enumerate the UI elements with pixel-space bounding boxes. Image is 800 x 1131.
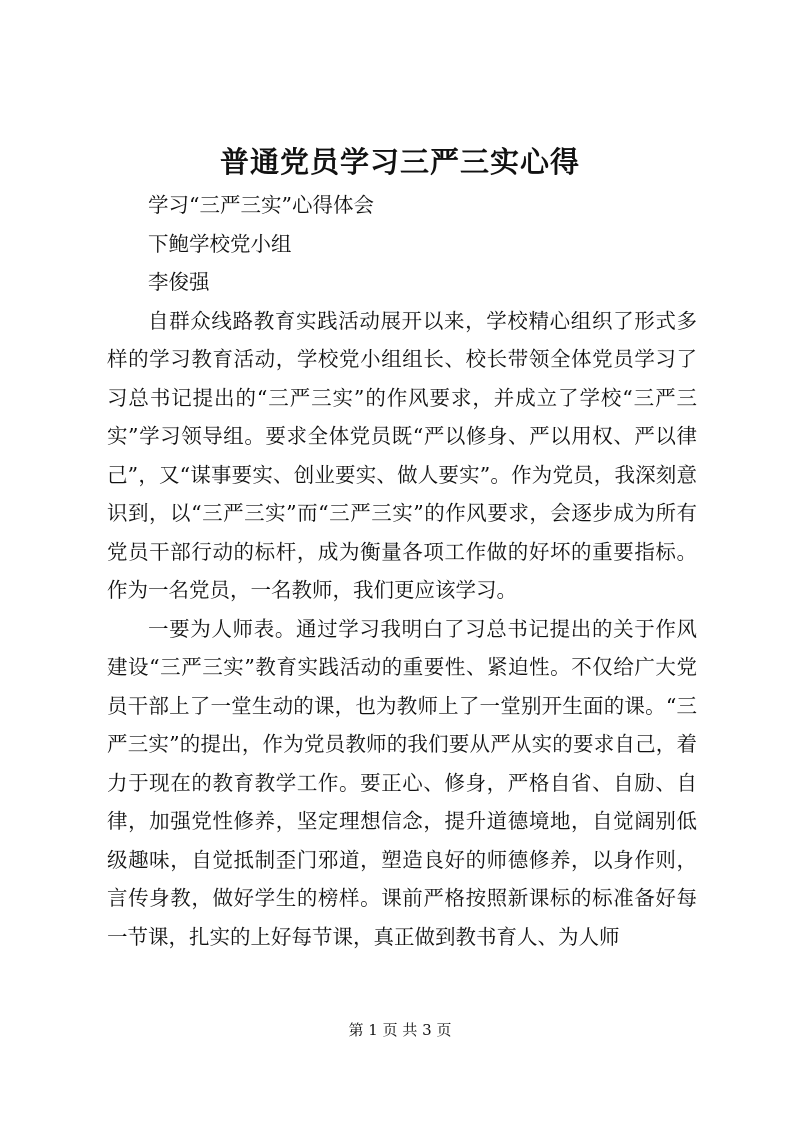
- body-paragraph-2: 一要为人师表。通过学习我明白了习总书记提出的关于作风建设“三严三实”教育实践活动的重要性、紧迫性。不仅给广大党员干部上了一堂生动的课，也为教师上了一堂别开生面的课。“三严三实”的提出，作为党员教师的我们要从严从实的要求自己，着力于现在的教育教学工作。要正心、修身，严格自省、自励、自律，加强党性修养，坚定理想信念，提升道德境地，自觉阔别低级趣味，自觉抵制歪门邪道，塑造良好的师德修养，以身作则，言传身教，做好学生的榜样。课前严格按照新课标的标准备好每一节课，扎实的上好每节课，真正做到教书育人、为人师: [107, 616, 697, 949]
- page-footer: 第 1 页 共 3 页: [348, 1021, 452, 1039]
- subtitle-line: 学习“三严三实”心得体会: [148, 193, 374, 217]
- organization-line: 下鲍学校党小组: [148, 231, 292, 256]
- document-body: [107, 186, 697, 956]
- document-title: 普通党员学习三严三实心得: [219, 145, 580, 179]
- body-paragraph-1: 自群众线路教育实践活动展开以来，学校精心组织了形式多样的学习教育活动，学校党小组组长、校长带领全体党员学习了习总书记提出的“三严三实”的作风要求，并成立了学校“三严三实”学习领导组。要求全体党员既“严以修身、严以用权、严以律己”，又“谋事要实、创业要实、做人要实”。作为党员，我深刻意识到，以“三严三实”而“三严三实”的作风要求，会逐步成为所有党员干部行动的标杆，成为衡量各项工作做的好坏的重要指标。作为一名党员，一名教师，我们更应该学习。: [107, 308, 697, 602]
- author-line: 李俊强: [148, 270, 210, 294]
